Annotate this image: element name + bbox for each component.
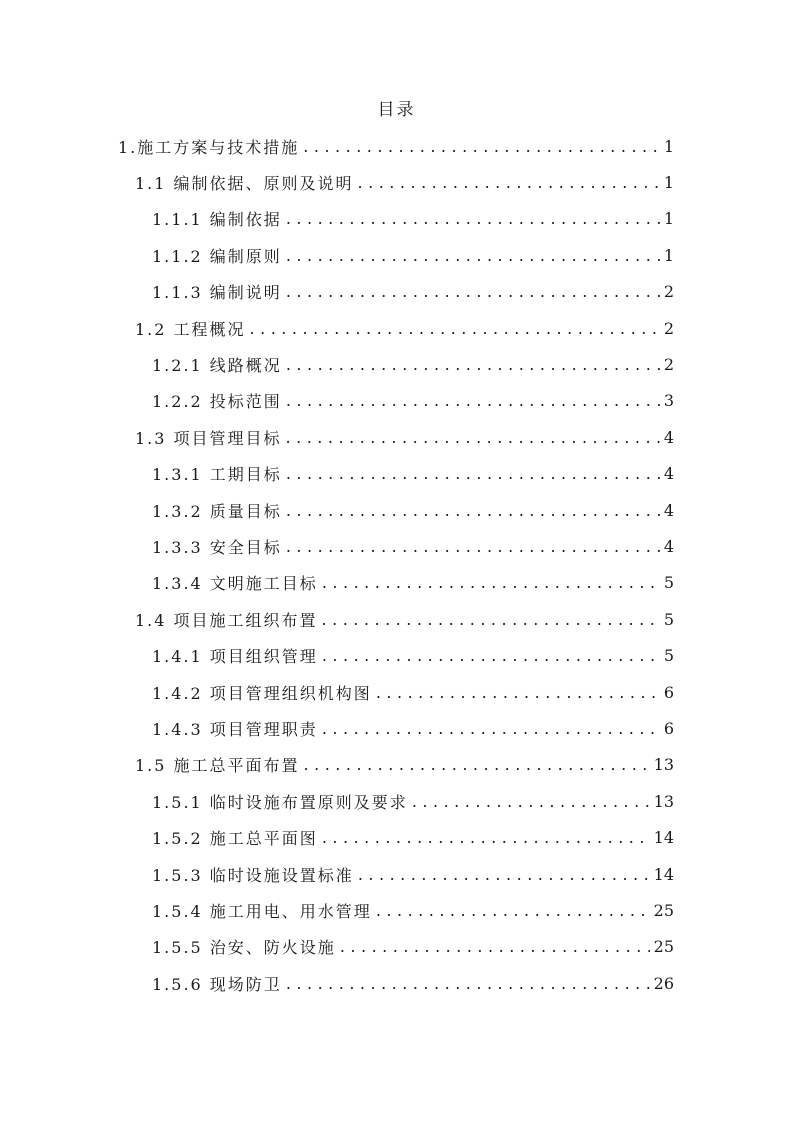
page-title: 目录 [377,100,416,120]
dot-leader [286,209,660,228]
toc-entry-label: 1.5.3 临时设施设置标准 [152,865,354,885]
toc-entry-page: 1 [663,173,674,193]
toc-entry[interactable] [118,747,674,783]
dot-leader [303,137,660,156]
toc-entry[interactable] [118,710,674,746]
toc-entry-label: 1.3.4 文明施工目标 [152,574,318,594]
dot-leader [376,901,650,920]
toc-entry-page: 4 [663,536,674,556]
toc-entry-label: 1.5.5 治安、防火设施 [152,938,336,958]
toc-entry-page: 13 [653,791,674,811]
toc-entry[interactable] [118,965,674,1001]
toc-entry-page: 2 [663,355,674,375]
toc-entry-page: 4 [663,464,674,484]
toc-entry-page: 26 [653,973,674,993]
dot-leader [286,537,660,556]
toc-entry-page: 5 [663,646,674,666]
dot-leader [304,755,650,774]
toc-entry-label: 1.3 项目管理目标 [135,428,282,448]
toc-entry-page: 25 [653,937,674,957]
toc-entry-page: 4 [663,500,674,520]
toc-entry[interactable] [118,346,674,382]
toc-entry-label: 1.3.3 安全目标 [152,537,282,557]
toc-entry-page: 3 [663,391,674,411]
dot-leader [322,828,650,847]
dot-leader [286,355,660,374]
toc-entry[interactable] [118,419,674,455]
toc-entry-page: 1 [663,245,674,265]
toc-entry[interactable] [118,164,674,200]
toc-entry[interactable] [118,383,674,419]
toc-entry-page: 4 [663,427,674,447]
toc-entry-page: 5 [663,573,674,593]
toc-entry-label: 1.5 施工总平面布置 [135,756,300,776]
toc-entry-page: 5 [663,609,674,629]
toc-entry[interactable] [118,274,674,310]
toc-entry[interactable] [118,819,674,855]
toc-entry-page: 14 [653,864,674,884]
toc-entry-page: 25 [653,900,674,920]
toc-entry-label: 1.5.1 临时设施布置原则及要求 [152,792,408,812]
toc-entry[interactable] [118,674,674,710]
dot-leader [286,428,660,447]
toc-entry[interactable] [118,565,674,601]
toc-entry-page: 14 [653,828,674,848]
toc-entry-label: 1.5.6 现场防卫 [152,974,282,994]
toc-entry-label: 1.5.2 施工总平面图 [152,829,318,849]
toc-entry-page: 6 [663,718,674,738]
dot-leader [250,319,660,338]
toc-entry[interactable] [118,637,674,673]
toc-entry-label: 1.1.2 编制原则 [152,246,282,266]
dot-leader [286,464,660,483]
dot-leader [322,573,660,592]
toc-entry[interactable] [118,310,674,346]
dot-leader [286,391,660,410]
dot-leader [286,246,660,265]
dot-leader [358,865,650,884]
toc-entry-label: 1.2 工程概况 [135,319,246,339]
toc-entry-page: 6 [663,682,674,702]
toc-entry[interactable] [118,237,674,273]
dot-leader [286,282,660,301]
dot-leader [322,719,660,738]
dot-leader [286,974,650,993]
dot-leader [286,501,660,520]
dot-leader [358,173,660,192]
dot-leader [340,937,650,956]
toc-entry-page: 13 [653,755,674,775]
dot-leader [322,610,660,629]
toc-entry[interactable] [118,892,674,928]
toc-entry-label: 1.2.1 线路概况 [152,356,282,376]
toc-entry-label: 1.4 项目施工组织布置 [135,610,318,630]
dot-leader [322,646,660,665]
toc-entry-label: 1.3.1 工期目标 [152,465,282,485]
toc-entry-page: 2 [663,282,674,302]
toc-entry-label: 1.2.2 投标范围 [152,392,282,412]
toc-entry[interactable] [118,201,674,237]
toc-entry-label: 1.3.2 质量目标 [152,501,282,521]
toc-entry-page: 1 [663,209,674,229]
dot-leader [376,683,660,702]
toc-entry[interactable] [118,456,674,492]
toc-entry[interactable] [118,856,674,892]
dot-leader [412,792,650,811]
toc-entry-label: 1.4.2 项目管理组织机构图 [152,683,372,703]
toc-entry-label: 1.施工方案与技术措施 [118,137,300,157]
toc-entry[interactable] [118,783,674,819]
toc-entry[interactable] [118,929,674,965]
toc-entry-page: 1 [663,136,674,156]
toc-entry[interactable] [118,128,674,164]
toc-entry[interactable] [118,492,674,528]
toc-entry-label: 1.1 编制依据、原则及说明 [135,174,354,194]
toc-entry-label: 1.1.3 编制说明 [152,283,282,303]
toc-entry[interactable] [118,601,674,637]
toc-entry-label: 1.4.1 项目组织管理 [152,647,318,667]
table-of-contents [118,128,674,1001]
toc-entry-page: 2 [663,318,674,338]
toc-entry-label: 1.5.4 施工用电、用水管理 [152,901,372,921]
toc-entry-label: 1.1.1 编制依据 [152,210,282,230]
toc-entry-label: 1.4.3 项目管理职责 [152,719,318,739]
toc-entry[interactable] [118,528,674,564]
